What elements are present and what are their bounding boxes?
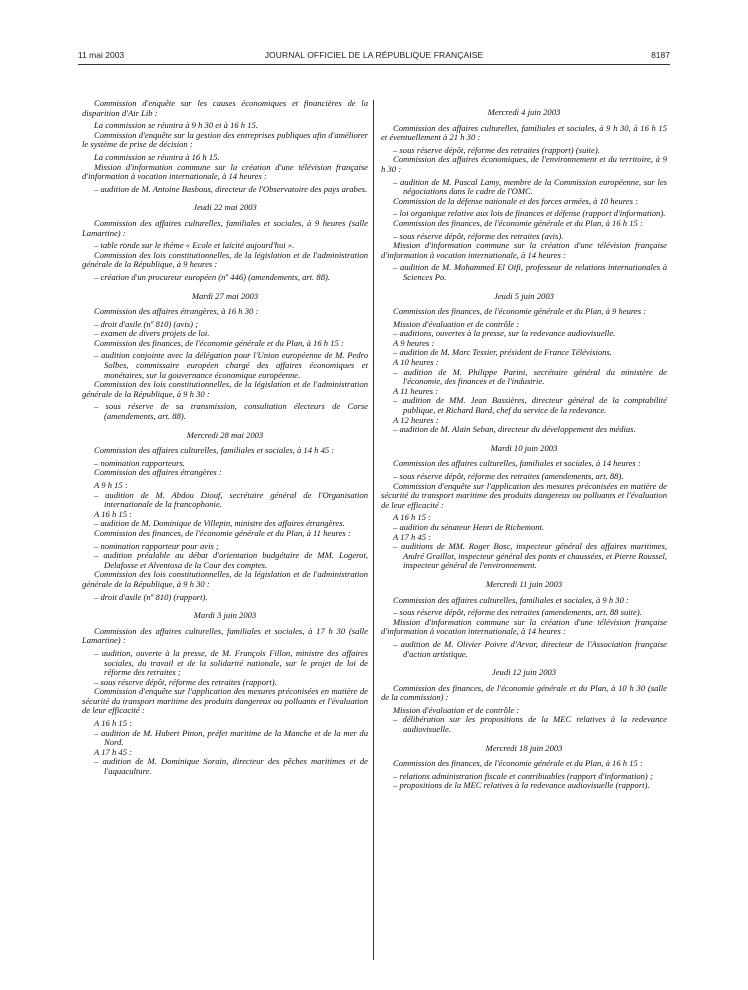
page-header — [78, 50, 670, 64]
agenda-item: – audition conjointe avec la délégation pour l'Union européenne de M. Pedro Solbes, commissaire européen chargé des affaires économiques et monétaires, sur la gouvernance économique européenne. — [94, 350, 368, 380]
agenda-heading: Commission d'enquête sur l'application des mesures préconisées en matière de sécurité du transport maritime des produits dangereux ou polluants et l'évaluation de leur efficacité : — [381, 480, 667, 510]
date-heading: Mercredi 11 juin 2003 — [485, 578, 563, 589]
agenda-item: – sous réserve dépôt, réforme des retraites (avis). — [393, 230, 564, 241]
agenda-subheading: A 16 h 15 : — [94, 508, 133, 519]
agenda-item: – droit d'asile (nº 810) (rapport). — [94, 591, 208, 602]
agenda-item: – droit d'asile (nº 810) (avis) ; — [94, 318, 198, 329]
agenda-heading: Mission d'information commune sur la création d'une télévision française d'information à vocation internationale, à 14 heures : — [82, 161, 368, 182]
agenda-item: – sous réserve dépôt, réforme des retraites (amendements, art. 88 suite). — [393, 607, 642, 618]
agenda-item: – audition de M. Antoine Basbous, directeur de l'Observatoire des pays arabes. — [94, 183, 368, 194]
agenda-item: – audition de M. Abdou Diouf, secrétaire général de l'Organisation internationale de la francophonie. — [94, 489, 368, 510]
agenda-heading: Commission des affaires étrangères : — [94, 467, 222, 478]
agenda-item: – délibération sur les propositions de la MEC relatives à la redevance audiovisuelle. — [393, 714, 667, 735]
agenda-heading: Commission des lois constitutionnelles, de la législation et de l'administration générale de la République, à 9 heures : — [82, 249, 368, 270]
agenda-heading: Commission des affaires culturelles, familiales et sociales, à 14 heures : — [393, 458, 641, 469]
agenda-item: – audition de M. Dominique de Villepin, ministre des affaires étrangères. — [94, 518, 345, 529]
agenda-heading: Commission des affaires culturelles, familiales et sociales, à 9 heures (salle Lamartine) : — [82, 217, 368, 238]
agenda-subheading: A 16 h 15 : — [393, 512, 432, 523]
agenda-item: – audition de M. Mohammed El Oifi, professeur de relations internationales à Sciences Po. — [393, 262, 667, 282]
agenda-item: – propositions de la MEC relatives à la redevance audiovisuelle (rapport). — [393, 780, 650, 791]
date-heading: Mercredi 28 mai 2003 — [186, 429, 264, 440]
agenda-heading: Commission d'enquête sur les causes économiques et financières de la disparition d'Air Lib : — [82, 98, 368, 118]
agenda-item: – sous réserve dépôt, réforme des retraites (rapport) (suite). — [393, 144, 600, 155]
agenda-item: – nomination rapporteurs. — [94, 457, 185, 468]
agenda-subheading: A 9 h 15 : — [94, 480, 128, 490]
date-heading: Mardi 10 juin 2003 — [490, 442, 558, 453]
agenda-heading: Commission de la défense nationale et des forces armées, à 10 heures : — [393, 195, 638, 206]
agenda-item: – sous réserve dépôt, réforme des retraites (rapport). — [94, 676, 277, 687]
agenda-item: – audition de MM. Jean Bassières, directeur général de la comptabilité publique, et Richard Bard, chef du service de la redevance. — [393, 395, 667, 416]
agenda-item: – audition préalable au débat d'orientation budgétaire de MM. Logerot, Delafosse et Alventosa de la Cour des comptes. — [94, 550, 368, 570]
agenda-item: – nomination rapporteur pour avis ; — [94, 540, 219, 551]
agenda-heading: Mission d'information commune sur la création d'une télévision française d'information à vocation internationale, à 14 heures : — [381, 240, 667, 260]
agenda-heading: Commission des finances, de l'économie générale et du Plan, à 10 h 30 (salle de la commission) : — [381, 682, 667, 703]
agenda-heading: Commission d'enquête sur l'application des mesures préconisées en matière de sécurité du transport maritime des produits dangereux ou polluants et l'évaluation de leur efficacité : — [82, 686, 368, 716]
agenda-subheading: A 11 heures : — [393, 385, 438, 396]
agenda-subheading: A 16 h 15 : — [94, 718, 133, 729]
agenda-heading: Commission des affaires économiques, de l'environnement et du territoire, à 9 h 30 : — [381, 154, 667, 174]
agenda-heading: Commission des finances, de l'économie générale et du Plan, à 16 h 15 : — [94, 337, 344, 348]
date-heading: Mardi 3 juin 2003 — [193, 610, 257, 621]
agenda-subheading: A 9 heures : — [393, 337, 435, 348]
right-column — [381, 99, 667, 791]
agenda-item: – création d'un procureur européen (nº 446) (amendements, art. 88). — [94, 271, 331, 282]
agenda-heading: Commission des lois constitutionnelles, de la législation et de l'administration générale de la République, à 9 h 30 : — [82, 569, 368, 589]
journal-title: JOURNAL OFFICIEL DE LA RÉPUBLIQUE FRANÇAISE — [264, 50, 484, 60]
agenda-subheading: A 17 h 45 : — [94, 746, 133, 757]
header-rule — [78, 64, 670, 65]
header-date: 11 mai 2003 — [78, 50, 125, 60]
agenda-item: – audition de M. Hubert Pinon, préfet maritime de la Manche et de la mer du Nord. — [94, 727, 368, 748]
agenda-subheading: Mission d'évaluation et de contrôle : — [393, 318, 520, 329]
agenda-item: – examen de divers projets de loi. — [94, 328, 210, 339]
agenda-heading: Commission des finances, de l'économie générale et du Plan, à 9 heures : — [393, 306, 647, 317]
agenda-subheading: A 12 heures : — [393, 414, 439, 425]
left-column — [82, 99, 368, 777]
agenda-item: – audition, ouverte à la presse, de M. François Fillon, ministre des affaires sociales, du travail et de la solidarité nationale, sur le projet de loi de réforme des retraites ; — [94, 647, 368, 678]
agenda-heading: Commission des affaires étrangères, à 16 h 30 : — [94, 306, 259, 317]
agenda-subheading: La commission se réunira à 16 h 15. — [94, 151, 220, 162]
agenda-item: – audition de M. Pascal Lamy, membre de la Commission européenne, sur les négociations dans le cadre de l'OMC. — [393, 176, 667, 197]
agenda-item: – audition de M. Olivier Poivre d'Arvor, directeur de l'Association française d'action artistique. — [393, 638, 667, 659]
date-heading: Jeudi 5 juin 2003 — [494, 290, 554, 301]
agenda-subheading: Mission d'évaluation et de contrôle : — [393, 704, 520, 715]
agenda-heading: Commission des lois constitutionnelles, de la législation et de l'administration générale de la République, à 9 h 30 : — [82, 379, 368, 399]
agenda-subheading: La commission se réunira à 9 h 30 et à 16 h 15. — [94, 120, 258, 131]
agenda-heading: Commission des affaires culturelles, familiales et sociales, à 9 h 30, à 16 h 15 et éventuellement à 21 h 30 : — [381, 122, 667, 143]
agenda-item: – sous réserve dépôt, réforme des retraites (amendements, art. 88). — [393, 471, 624, 481]
agenda-item: – audition de M. Marc Tessier, président de France Télévisions. — [393, 347, 612, 358]
agenda-item: – sous réserve de sa transmission, consultation électeurs de Corse (amendements, art. 88). — [94, 401, 368, 422]
agenda-item: – audition de M. Philippe Parini, secrétaire général du ministère de l'économie, des finances et de l'industrie. — [393, 366, 667, 387]
agenda-subheading: A 17 h 45 : — [393, 531, 432, 542]
agenda-heading: Commission des finances, de l'économie générale et du Plan, à 16 h 15 : — [393, 758, 643, 769]
agenda-item: – audition de M. Dominique Sorain, directeur des pêches maritimes et de l'aquaculture. — [94, 756, 368, 777]
date-heading: Mercredi 18 juin 2003 — [485, 742, 563, 753]
agenda-heading: Commission des affaires culturelles, familiales et sociales, à 17 h 30 (salle Lamartine) : — [82, 625, 368, 646]
agenda-heading: Commission des affaires culturelles, familiales et sociales, à 9 h 30 : — [393, 594, 629, 605]
agenda-item: – audition de M. Alain Seban, directeur du développement des médias. — [393, 424, 636, 435]
agenda-heading: Mission d'information commune sur la création d'une télévision française d'information à vocation internationale, à 14 heures : — [381, 616, 667, 637]
agenda-heading: Commission des affaires culturelles, familiales et sociales, à 14 h 45 : — [94, 445, 335, 456]
agenda-item: – auditions, ouvertes à la presse, sur la redevance audiovisuelle. — [393, 328, 616, 339]
column-divider — [373, 100, 374, 960]
agenda-item: – audition du sénateur Henri de Richemont. — [393, 521, 545, 532]
date-heading: Mercredi 4 juin 2003 — [487, 107, 561, 117]
agenda-item: – relations administration fiscale et contribuables (rapport d'information) ; — [393, 770, 653, 781]
agenda-heading: Commission des finances, de l'économie générale et du Plan, à 11 heures : — [94, 527, 351, 538]
agenda-item: – table ronde sur le thème « Ecole et laïcité aujourd'hui ». — [94, 240, 295, 251]
date-heading: Mardi 27 mai 2003 — [191, 290, 259, 301]
date-heading: Jeudi 12 juin 2003 — [491, 667, 557, 678]
agenda-item: – auditions de MM. Roger Bosc, inspecteur général des affaires maritimes, André Graillot, inspecteur général des ponts et chaussées, et Pierre Roussel, inspecteur général de l'environnement. — [393, 541, 667, 571]
agenda-heading: Commission des finances, de l'économie générale et du Plan, à 16 h 15 : — [393, 217, 643, 228]
page-number: 8187 — [651, 50, 670, 60]
agenda-item: – loi organique relative aux lois de finances et défense (rapport d'information). — [393, 208, 666, 219]
date-heading: Jeudi 22 mai 2003 — [193, 202, 257, 213]
agenda-heading: Commission d'enquête sur la gestion des entreprises publiques afin d'améliorer le système de prise de décision : — [82, 129, 368, 150]
agenda-subheading: A 10 heures : — [393, 357, 439, 368]
